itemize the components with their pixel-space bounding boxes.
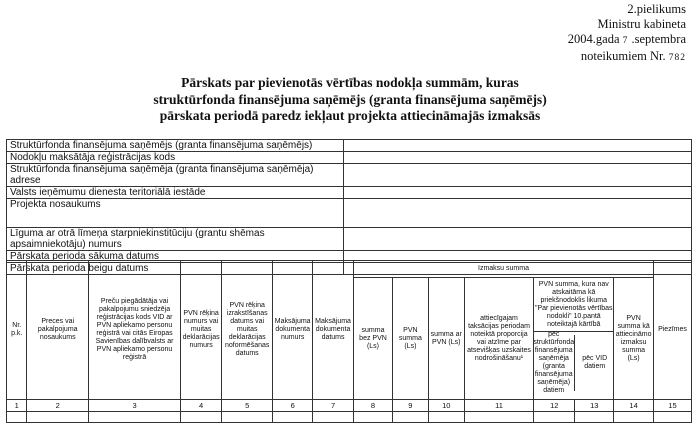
info-row [7, 152, 692, 164]
table-cell[interactable] [354, 412, 393, 423]
column-number: 8 [354, 400, 393, 412]
column-number: 7 [313, 400, 354, 412]
info-label: Nodokļu maksātāja reģistrācijas kods [7, 152, 344, 164]
appendix-header [568, 2, 686, 66]
column-number: 12 [534, 400, 575, 412]
info-row [7, 228, 692, 251]
col-header-invoice-date: PVN rēķina izrakstīšanas datums vai muitas deklarācijas noformēšanas datums [222, 261, 273, 400]
info-row [7, 187, 692, 199]
table-row [7, 412, 692, 423]
document-title [0, 75, 700, 125]
table-cell[interactable] [392, 412, 428, 423]
column-number: 4 [181, 400, 222, 412]
regulation-day: 7 [622, 36, 629, 46]
table-cell[interactable] [222, 412, 273, 423]
group-header-costs: Izmaksu summa [354, 261, 654, 278]
regulation-year: 2004.gada [567, 32, 620, 46]
info-value[interactable] [344, 228, 692, 251]
info-value[interactable] [344, 152, 692, 164]
column-number: 15 [653, 400, 691, 412]
col-header-by-recipient: pēc struktūrfonda finansējuma saņēmēja (granta finansējuma saņēmēja) datiem [533, 331, 575, 394]
col-header-sum-no-vat: summa bez PVN (Ls) [354, 278, 393, 400]
appendix-number: 2.pielikums [627, 2, 686, 16]
column-number: 6 [273, 400, 313, 412]
regulation-month: .septembra [631, 32, 686, 46]
column-number: 5 [222, 400, 273, 412]
table-cell[interactable] [27, 412, 88, 423]
info-label: Līguma ar otrā līmeņa starpniekinstitūciju (grantu shēmas apsaimniekotāju) numurs [7, 228, 344, 251]
title-line-1: Pārskats par pievienotās vērtības nodokļa summām, kuras [181, 75, 519, 90]
col-header-eligible-vat: PVN summa kā attiecināmo izmaksu summa (Ls) [614, 278, 654, 400]
col-header-payment-number: Maksājuma dokumenta numurs [273, 261, 313, 400]
column-number: 11 [464, 400, 534, 412]
regulation-date [568, 32, 686, 49]
title-line-2: struktūrfonda finansējuma saņēmējs (granta finansējuma saņēmējs) [153, 91, 547, 107]
column-number: 2 [27, 400, 88, 412]
col-header-notes: Piezīmes [653, 261, 691, 400]
table-cell[interactable] [313, 412, 354, 423]
info-value[interactable] [344, 187, 692, 199]
info-row [7, 140, 692, 152]
column-number: 1 [7, 400, 27, 412]
title-line-3: pārskata periodā paredz iekļaut projekta attiecināmajās izmaksās [159, 108, 541, 123]
col-header-sum-with-vat: summa ar PVN (Ls) [428, 278, 464, 400]
col-header-by-vid: pēc VID datiem [574, 335, 614, 391]
info-label: Valsts ieņēmumu dienesta teritoriālā iestāde [7, 187, 344, 199]
nondeductible-vat-label: PVN summa, kura nav atskaitāma kā priekšnodoklis likuma "Par pievienotās vērtības nodokli" 10.pantā noteiktajā kārtībā [534, 281, 613, 328]
col-header-nr: Nr. p.k. [7, 261, 27, 400]
info-row [7, 164, 692, 187]
column-number: 3 [88, 400, 180, 412]
column-number: 14 [614, 400, 654, 412]
table-cell[interactable] [428, 412, 464, 423]
col-header-supplier-code: Preču piegādātāja vai pakalpojumu sniedzēja reģistrācijas kods VID ar PVN apliekamo personu reģistrā vai citās Eiropas Savienības dalībvalsts ar PVN apliekamo personu reģistrā [88, 261, 180, 400]
table-cell[interactable] [653, 412, 691, 423]
issuer: Ministru kabineta [597, 17, 686, 31]
vat-report-table [6, 260, 692, 423]
info-label: Projekta nosaukums [7, 199, 344, 228]
col-header-goods: Preces vai pakalpojuma nosaukums [27, 261, 88, 400]
column-number: 13 [575, 400, 614, 412]
info-label: Struktūrfonda finansējuma saņēmējs (granta finansējuma saņēmējs) [7, 140, 344, 152]
col-header-vat-sum: PVN summa (Ls) [392, 278, 428, 400]
column-number: 10 [428, 400, 464, 412]
info-label: Pārskata perioda beigu datums [7, 263, 344, 275]
table-cell[interactable] [614, 412, 654, 423]
info-value[interactable] [344, 199, 692, 228]
nondeductible-vat-subcols [533, 331, 614, 394]
regulation-number-label: noteikumiem Nr. [580, 49, 666, 63]
group-header-row [7, 261, 692, 278]
col-header-invoice-number: PVN rēķina numurs vai muitas deklarācijas numurs [181, 261, 222, 400]
info-value[interactable] [344, 164, 692, 187]
info-row [7, 199, 692, 228]
col-header-nondeductible-vat [534, 278, 614, 400]
regulation-number [568, 49, 686, 66]
col-header-proportion: attiecīgajam taksācijas periodam noteiktā proporcija vai atzīme par atsevišķas uzskaites nodrošināšanu¹ [464, 278, 534, 400]
table-cell[interactable] [181, 412, 222, 423]
table-cell[interactable] [273, 412, 313, 423]
info-table [6, 139, 692, 275]
info-label: Struktūrfonda finansējuma saņēmēja (granta finansējuma saņēmēja) adrese [7, 164, 344, 187]
column-number: 9 [392, 400, 428, 412]
info-value[interactable] [344, 140, 692, 152]
column-number-row [7, 400, 692, 412]
table-cell[interactable] [575, 412, 614, 423]
regulation-number-value: 782 [668, 53, 686, 63]
col-header-payment-date: Maksājuma dokumenta datums [313, 261, 354, 400]
table-cell[interactable] [88, 412, 180, 423]
table-cell[interactable] [464, 412, 534, 423]
table-cell[interactable] [7, 412, 27, 423]
info-label: Pārskata perioda sākuma datums [7, 251, 344, 263]
table-cell[interactable] [534, 412, 575, 423]
